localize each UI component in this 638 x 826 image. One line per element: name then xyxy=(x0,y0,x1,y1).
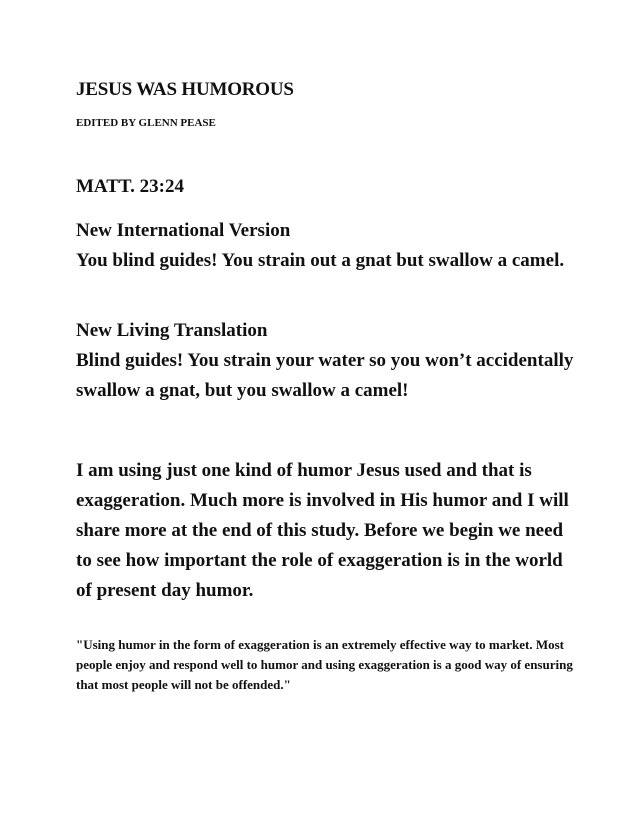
document-title: JESUS WAS HUMOROUS xyxy=(76,79,294,100)
version-name-nlt: New Living Translation xyxy=(76,320,268,341)
verse-text-niv: You blind guides! You strain out a gnat but swallow a camel. xyxy=(76,250,565,271)
verse-text-nlt: Blind guides! You strain your water so you won’t accidentally swallow a gnat, but you swallow a camel! xyxy=(76,350,574,401)
quote-paragraph: "Using humor in the form of exaggeration is an extremely effective way to market. Most people enjoy and respond well to humor and using exaggeration is a good way of ensuring that most people will not be offended." xyxy=(76,637,573,692)
scripture-reference: MATT. 23:24 xyxy=(76,176,185,197)
body-paragraph: I am using just one kind of humor Jesus used and that is exaggeration. Much more is involved in His humor and I will share more at the end of this study. Before we begin we need to see how important the role of exaggeration is in the world of present day humor. xyxy=(76,460,569,601)
version-name-niv: New International Version xyxy=(76,220,291,241)
editor-credit: EDITED BY GLENN PEASE xyxy=(76,117,216,129)
